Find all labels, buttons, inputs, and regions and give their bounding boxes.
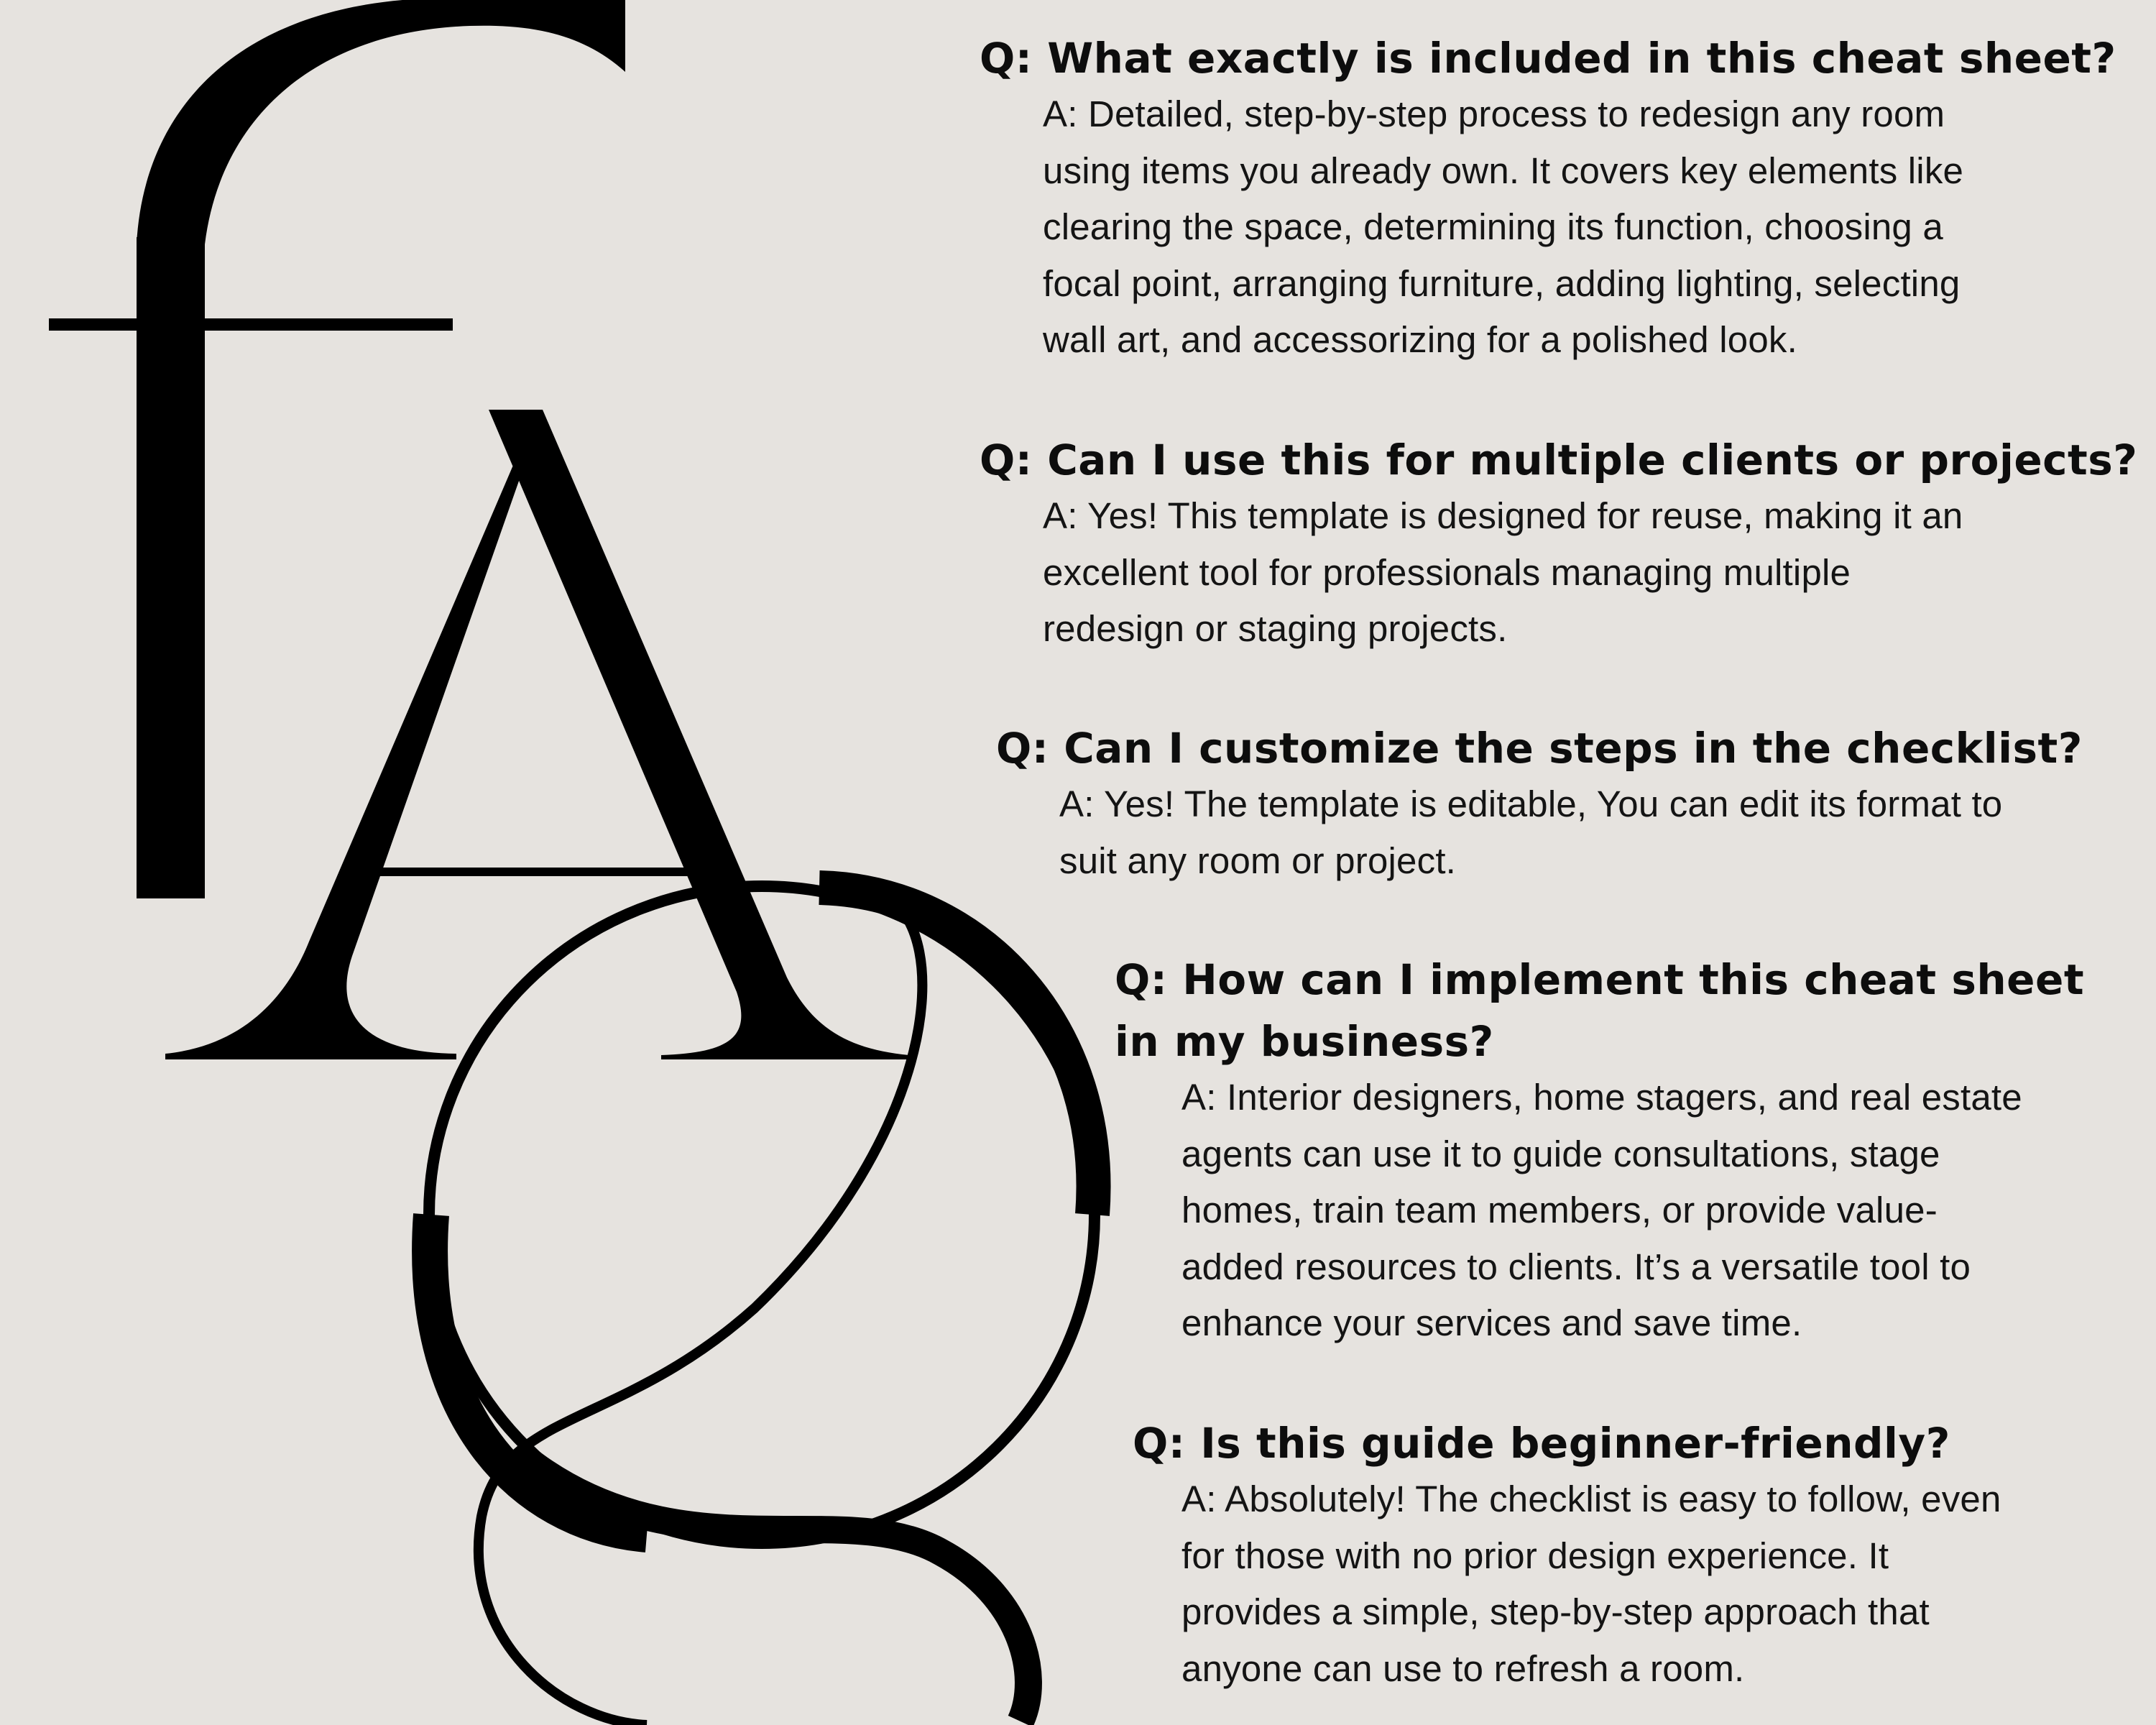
faq-question: Q: Can I use this for multiple clients or projects? (980, 436, 2138, 484)
answer-line: redesign or staging projects. (1043, 608, 1508, 649)
monogram-letter-f (49, 0, 625, 898)
answer-line: clearing the space, determining its function, choosing a (1043, 206, 1943, 247)
faq-answer (1059, 776, 2083, 889)
answer-line: added resources to clients. It’s a versatile tool to (1181, 1246, 1971, 1287)
monogram-letter-q (429, 886, 1095, 1725)
faq-item (1133, 1412, 2001, 1697)
question-line: in my business? (1115, 1017, 1494, 1066)
faq-answer (1043, 488, 2137, 658)
faq-question: Q: Is this guide beginner-friendly? (1133, 1419, 1950, 1468)
faq-item (1115, 949, 2084, 1352)
answer-line: A: Yes! The template is editable, You can edit its format to (1059, 783, 2003, 824)
question-line: Q: How can I implement this cheat sheet (1115, 955, 2085, 1004)
faq-question (1115, 949, 2084, 1072)
faq-answer (1181, 1070, 2084, 1352)
monogram-letter-a (165, 410, 909, 1059)
answer-line: anyone can use to refresh a room. (1181, 1647, 1745, 1689)
faq-question: Q: Can I customize the steps in the checklist? (996, 724, 2083, 773)
answer-line: using items you already own. It covers key elements like (1043, 150, 1964, 191)
answer-line: provides a simple, step-by-step approach that (1181, 1591, 1930, 1632)
faq-answer (1181, 1471, 2001, 1697)
answer-line: A: Detailed, step-by-step process to redesign any room (1043, 93, 1945, 134)
answer-line: A: Interior designers, home stagers, and real estate (1181, 1077, 2022, 1118)
answer-line: agents can use it to guide consultations, stage (1181, 1133, 1940, 1174)
answer-line: A: Absolutely! The checklist is easy to follow, even (1181, 1478, 2001, 1519)
answer-line: A: Yes! This template is designed for reuse, making it an (1043, 495, 1963, 536)
answer-line: focal point, arranging furniture, adding lighting, selecting (1043, 262, 1961, 304)
answer-line: suit any room or project. (1059, 840, 1457, 881)
faq-item (980, 27, 2116, 369)
answer-line: for those with no prior design experience. It (1181, 1535, 1889, 1576)
answer-line: excellent tool for professionals managing multiple (1043, 551, 1851, 593)
faq-question: Q: What exactly is included in this cheat sheet? (980, 34, 2116, 83)
answer-line: wall art, and accessorizing for a polished look. (1043, 319, 1797, 360)
answer-line: homes, train team members, or provide value- (1181, 1190, 1938, 1230)
faq-item (980, 429, 2137, 658)
faq-item (996, 717, 2083, 889)
faq-answer (1043, 86, 2116, 369)
answer-line: enhance your services and save time. (1181, 1302, 1802, 1343)
